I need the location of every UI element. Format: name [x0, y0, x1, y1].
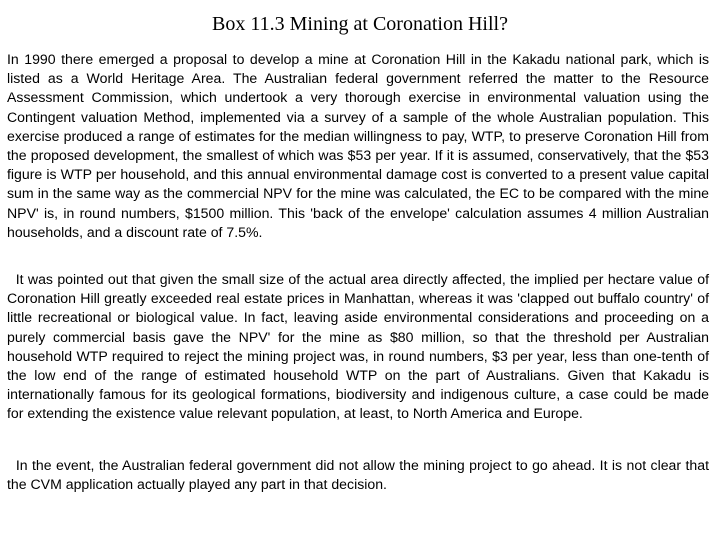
paragraph-2	[7, 270, 709, 424]
paragraph-3-text: In the event, the Australian federal government did not allow the mining project to go ahead. It is not clear that the CVM application actually played any part in that decision.	[7, 457, 709, 493]
box-title: Box 11.3 Mining at Coronation Hill?	[212, 13, 508, 35]
paragraph-1: In 1990 there emerged a proposal to develop a mine at Coronation Hill in the Kakadu national park, which is listed as a World Heritage Area. The Australian federal government referred the matter to the Resource Assessment Commission, which undertook a very thorough exercise in environmental valuation using the Contingent valuation Method, implemented via a survey of a sample of the whole Australian population. This exercise produced a range of estimates for the median willingness to pay, WTP, to preserve Coronation Hill from the proposed development, the smallest of which was $53 per year. If it is assumed, conservatively, that the $53 figure is WTP per household, and this annual environmental damage cost is converted to a present value capital sum in the same way as the commercial NPV for the mine was calculated, the EC to be compared with the mine NPV' is, in round numbers, $1500 million. This 'back of the envelope' calculation assumes 4 million Australian households, and a discount rate of 7.5%.	[7, 51, 709, 240]
paragraph-2-text: It was pointed out that given the small size of the actual area directly affected, the implied per hectare value of Coronation Hill greatly exceeded real estate prices in Manhattan, whereas it was 'clapped out buffalo country' of little recreational or biological value. In fact, leaving aside environmental considerations and proceeding on a purely commercial basis gave the NPV' for the mine as $80 million, so that the threshold per Australian household WTP required to reject the mining project was, in round numbers, $3 per year, less than one-tenth of the low end of the range of estimated household WTP on the part of Australians. Given that Kakadu is internationally famous for its geological formations, biodiversity and indigenous culture, a case could be made for extending the existence value relevant population, at least, to North America and Europe.	[7, 271, 709, 422]
paragraph-3	[7, 456, 709, 494]
